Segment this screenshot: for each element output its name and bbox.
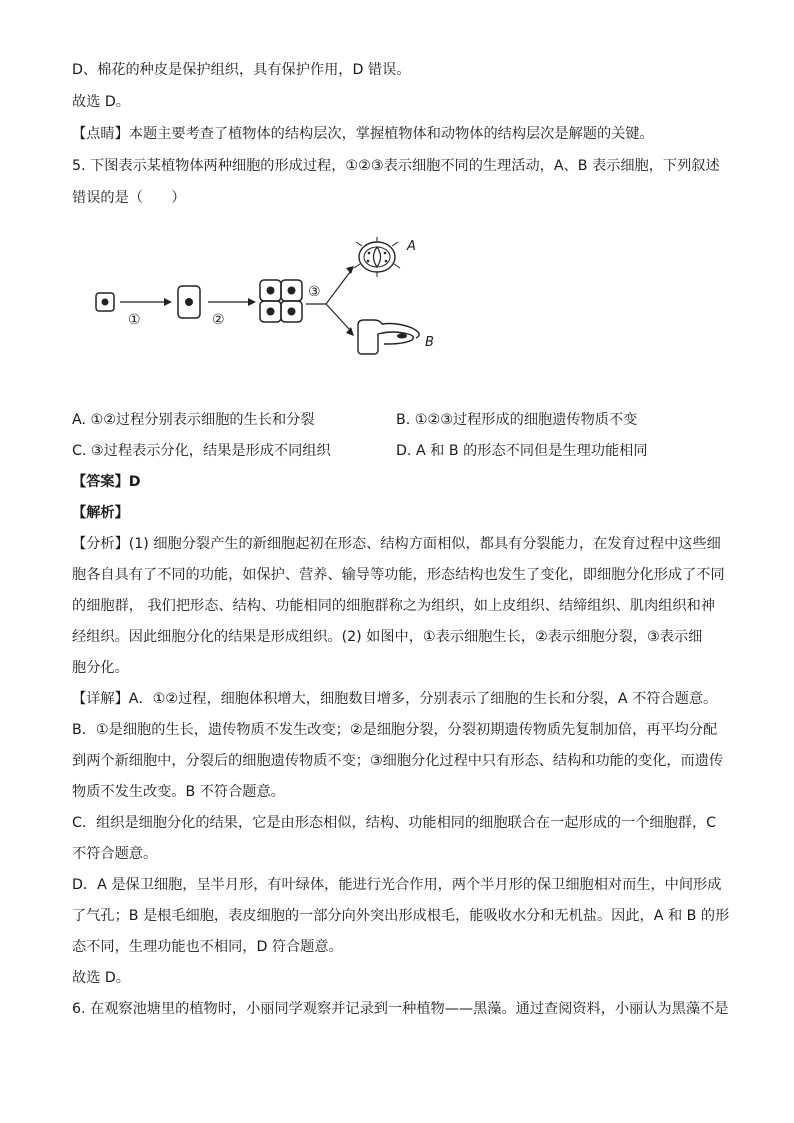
- step-1-label: ①: [128, 312, 141, 328]
- question-5-stem-end: 错误的是（ ）: [72, 190, 186, 206]
- guard-cell-a: [354, 237, 400, 277]
- arrow-to-a: [326, 272, 350, 304]
- step-3-label: ③: [308, 284, 321, 300]
- option-a: A. ①②过程分别表示细胞的生长和分裂: [72, 412, 315, 428]
- option-b: B. ①②③过程形成的细胞遗传物质不变: [396, 412, 638, 428]
- body-line: 了气孔；B 是根毛细胞，表皮细胞的一部分向外突出形成根毛，能吸收水分和无机盐。因此，A 和 B 的形: [72, 908, 730, 924]
- body-line: 故选 D。: [72, 970, 130, 986]
- answer: 【答案】D: [72, 474, 141, 490]
- body-line: 【详解】A．①②过程，细胞体积增大，细胞数目增多，分别表示了细胞的生长和分裂，A 不符合题意。: [72, 691, 718, 707]
- body-line: 的细胞群， 我们把形态、结构、功能相同的细胞群称之为组织，如上皮组织、结缔组织、肌肉组织和神: [72, 598, 715, 614]
- cell-formation-diagram: [92, 230, 452, 370]
- analysis-heading: 【解析】: [72, 505, 129, 521]
- cell-b-label: B: [425, 335, 434, 350]
- body-line: 胞各自具有了不同的功能，如保护、营养、输导等功能，形态结构也发生了变化，即细胞分化形成了不同: [72, 567, 725, 583]
- body-line: 到两个新细胞中，分裂后的细胞遗传物质不变；③细胞分化过程中只有形态、结构和功能的变化，而遗传: [72, 753, 724, 769]
- text-line: D、棉花的种皮是保护组织，具有保护作用，D 错误。: [72, 62, 411, 78]
- root-hair-cell-b: [358, 320, 419, 354]
- body-line: 经组织。因此细胞分化的结果是形成组织。(2) 如图中，①表示细胞生长，②表示细胞分裂，③表示细: [72, 629, 703, 645]
- body-line: 【分析】(1) 细胞分裂产生的新细胞起初在形态、结构方面相似，都具有分裂能力，在发育过程中这些细: [72, 536, 721, 552]
- text-line: 故选 D。: [72, 94, 130, 110]
- text-line: 【点睛】本题主要考查了植物体的结构层次，掌握植物体和动物体的结构层次是解题的关键。: [72, 126, 654, 142]
- option-c: C. ③过程表示分化，结果是形成不同组织: [72, 443, 331, 459]
- arrow-to-b: [326, 304, 350, 330]
- body-line: 态不同，生理功能也不相同，D 符合题意。: [72, 939, 343, 955]
- option-d: D. A 和 B 的形态不同但是生理功能相同: [396, 443, 648, 459]
- body-line: B．①是细胞的生长，遗传物质不发生改变；②是细胞分裂，分裂初期遗传物质先复制加倍，再平均分配: [72, 722, 718, 738]
- question-6-stem: 6. 在观察池塘里的植物时，小丽同学观察并记录到一种植物——黑藻。通过查阅资料，小丽认为黑藻不是: [72, 1001, 729, 1017]
- question-5-stem: 5. 下图表示某植物体两种细胞的形成过程，①②③表示细胞不同的生理活动，A、B 表示细胞，下列叙述: [72, 158, 720, 174]
- cell-a-label: A: [407, 239, 416, 254]
- body-line: 不符合题意。: [72, 846, 158, 862]
- body-line: C．组织是细胞分化的结果，它是由形态相似，结构、功能相同的细胞联合在一起形成的一个细胞群，C: [72, 815, 717, 831]
- step-2-label: ②: [212, 312, 225, 328]
- body-line: D．A 是保卫细胞，呈半月形，有叶绿体，能进行光合作用，两个半月形的保卫细胞相对而生，中间形成: [72, 877, 722, 893]
- divided-cells: [260, 280, 302, 322]
- body-line: 胞分化。: [72, 660, 129, 676]
- body-line: 物质不发生改变。B 不符合题意。: [72, 784, 285, 800]
